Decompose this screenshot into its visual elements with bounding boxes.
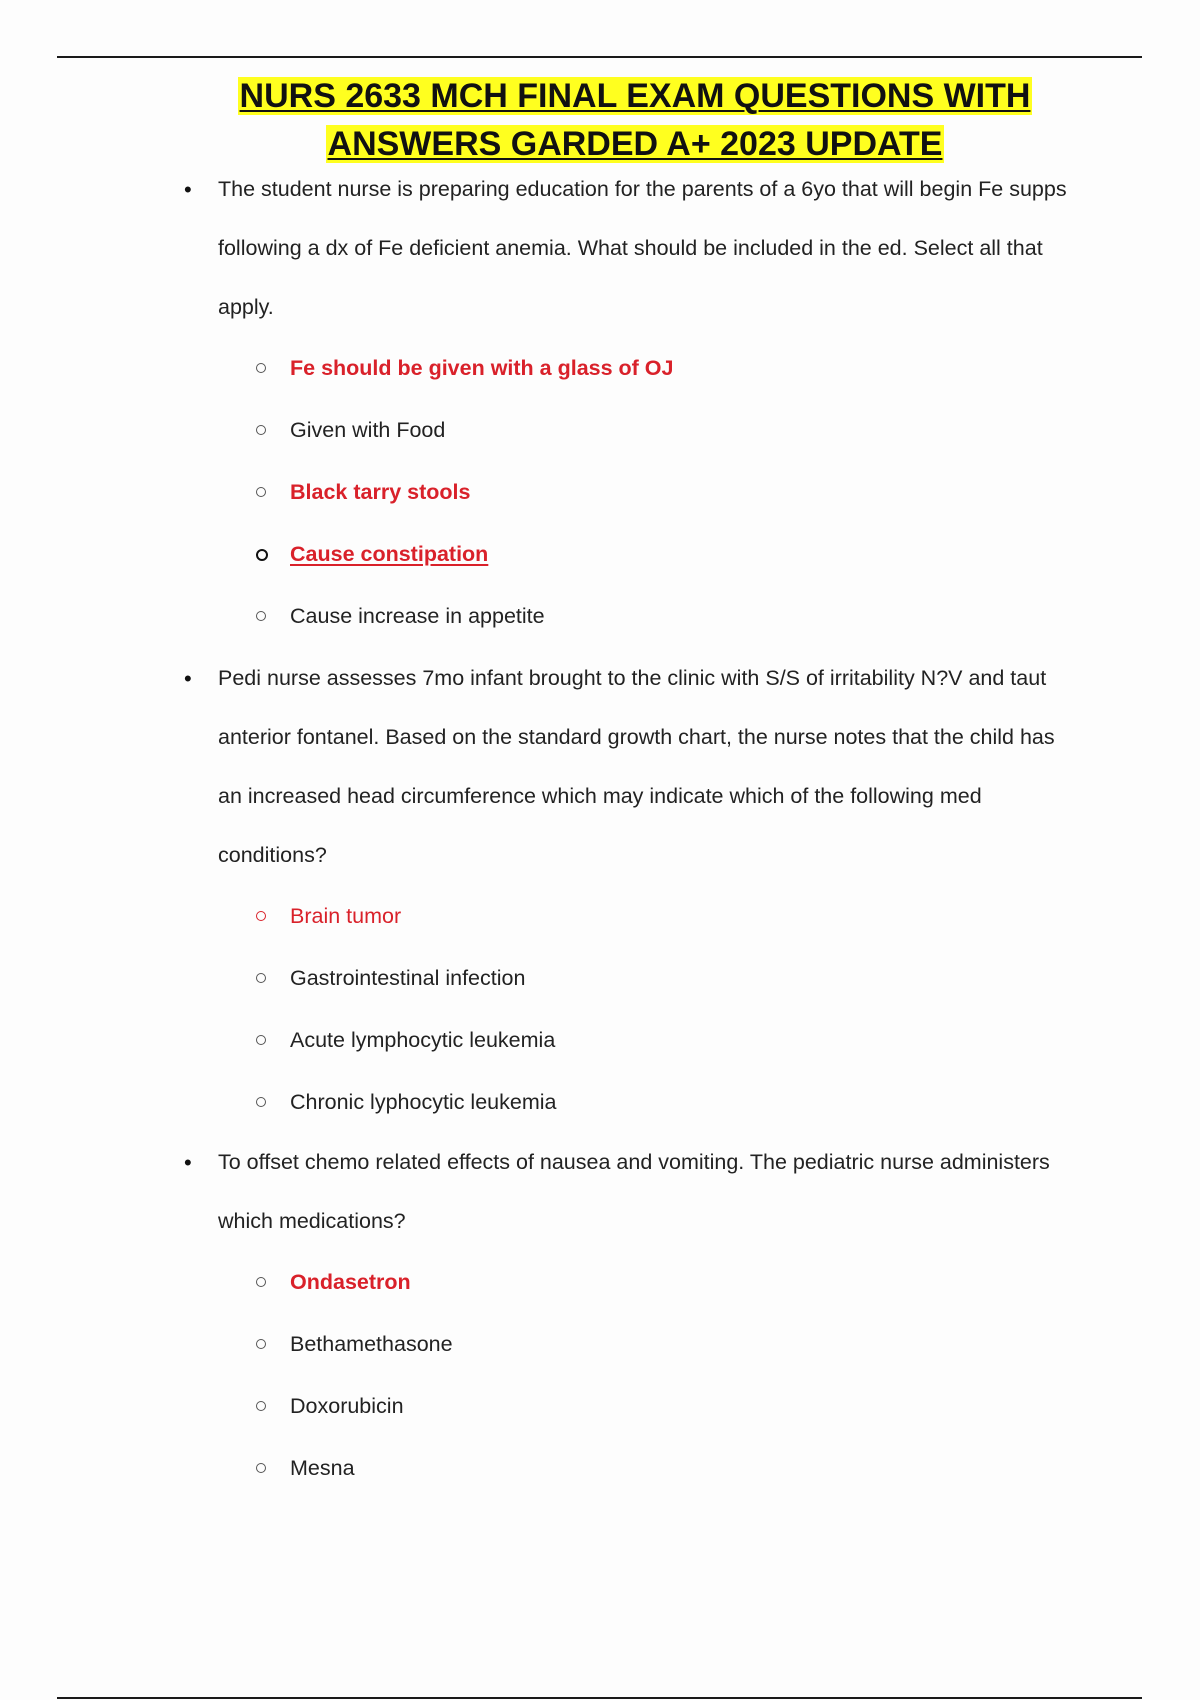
bullet-icon: • [184,666,192,691]
answer-option-correct [290,1251,1200,1313]
answer-option [290,585,1200,647]
question-3 [184,1133,1068,1251]
option-label: Cause increase in appetite [290,604,545,628]
answer-option [290,399,1200,461]
option-label: Chronic lyphocytic leukemia [290,1090,557,1114]
question-block-2 [0,649,1200,1133]
question-text: Pedi nurse assesses 7mo infant brought to the clinic with S/S of irritability N?V and taut anterior fontanel. Based on the standard growth chart, the nurse notes that the child has an increased head circumference which may indicate which of the following med conditions? [218,666,1055,867]
circle-bullet-icon [256,1339,266,1349]
question-block-3 [0,1133,1200,1499]
circle-bullet-icon [256,363,266,373]
question-2 [184,649,1068,885]
answer-option [290,1437,1200,1499]
circle-bullet-icon [256,1035,266,1045]
answer-option-correct [290,885,1200,947]
answer-option-correct [290,337,1200,399]
circle-bullet-icon [256,1277,266,1287]
document-title [200,72,1070,168]
option-label: Brain tumor [290,904,402,928]
answer-option-correct [290,523,1200,585]
bottom-rule [57,1697,1142,1699]
option-label: Black tarry stools [290,480,471,504]
answer-option [290,1375,1200,1437]
answer-option [290,947,1200,1009]
circle-bullet-icon [256,487,266,497]
circle-bullet-icon [256,911,266,921]
option-label: Gastrointestinal infection [290,966,526,990]
title-line-2: ANSWERS GARDED A+ 2023 UPDATE [327,125,943,163]
circle-bullet-icon [256,425,266,435]
option-label: Bethamethasone [290,1332,453,1356]
option-label: Acute lymphocytic leukemia [290,1028,556,1052]
option-label: Doxorubicin [290,1394,404,1418]
option-label: Mesna [290,1456,355,1480]
circle-bullet-icon [256,1463,266,1473]
bullet-icon: • [184,177,192,202]
answer-option [290,1313,1200,1375]
question-text: To offset chemo related effects of nausea and vomiting. The pediatric nurse administers which medications? [218,1150,1050,1233]
option-label: Given with Food [290,418,446,442]
bullet-icon: • [184,1150,192,1175]
option-label: Ondasetron [290,1270,411,1294]
circle-bullet-icon [256,549,268,561]
answer-option-correct [290,461,1200,523]
option-label: Cause constipation [290,542,489,566]
top-rule [57,56,1142,58]
circle-bullet-icon [256,973,266,983]
circle-bullet-icon [256,1401,266,1411]
question-block-1 [0,160,1200,647]
answer-option [290,1071,1200,1133]
title-line-1: NURS 2633 MCH FINAL EXAM QUESTIONS WITH [239,77,1031,115]
circle-bullet-icon [256,1097,266,1107]
question-1 [184,160,1068,337]
circle-bullet-icon [256,611,266,621]
option-label: Fe should be given with a glass of OJ [290,356,674,380]
question-text: The student nurse is preparing education for the parents of a 6yo that will begin Fe supps following a dx of Fe deficient anemia. What should be included in the ed. Select all that apply. [218,177,1067,319]
answer-option [290,1009,1200,1071]
